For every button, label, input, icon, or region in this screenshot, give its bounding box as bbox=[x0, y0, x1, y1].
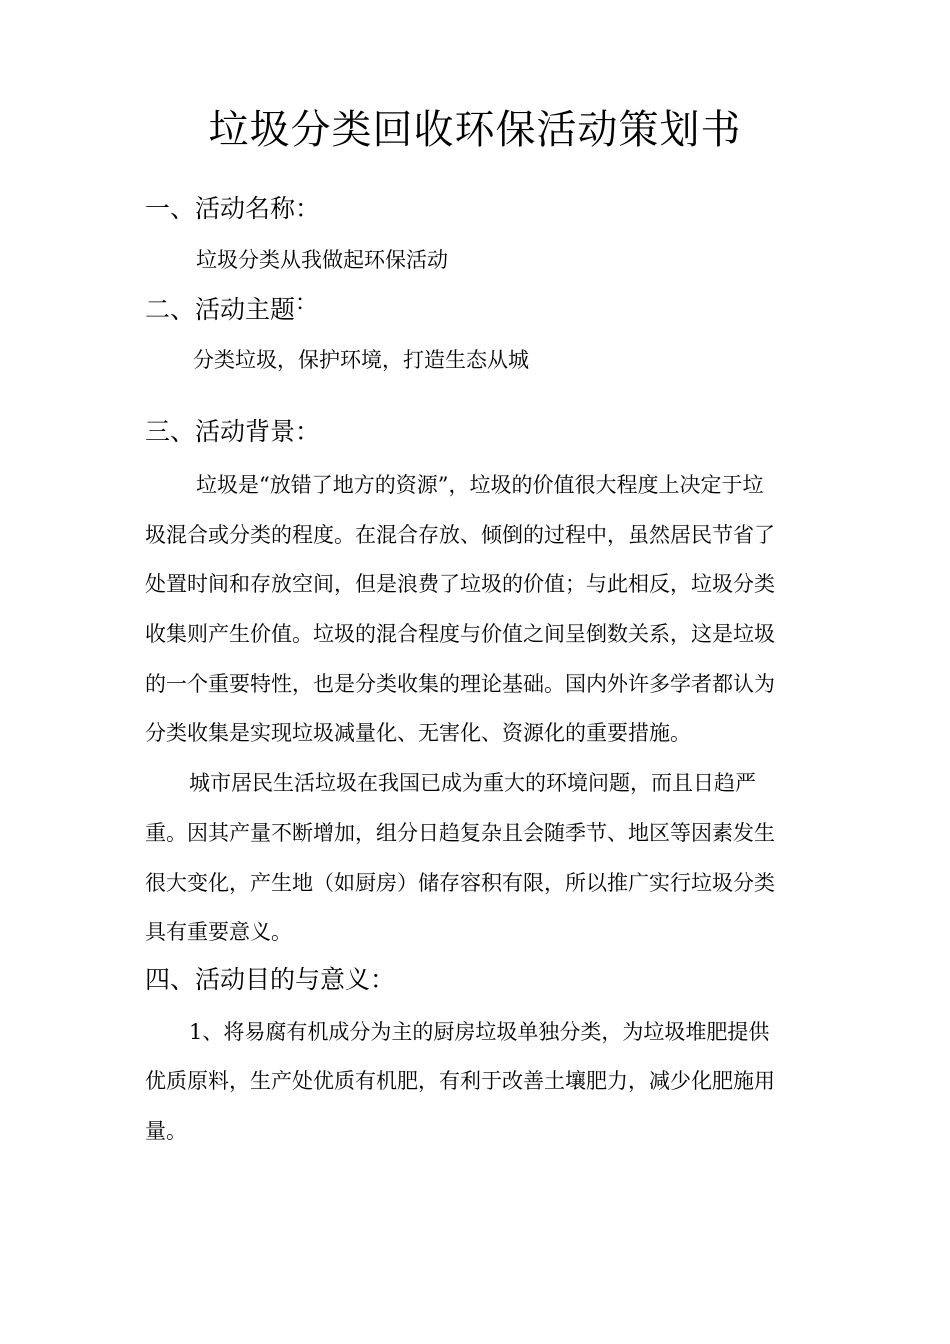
paragraph-line: 圾混合或分类的程度。在混合存放、倾倒的过程中，虽然居民节省了 bbox=[145, 523, 775, 547]
section-heading-background: 三、活动背景： bbox=[145, 417, 321, 446]
section-heading-name: 一、活动名称： bbox=[145, 194, 321, 223]
paragraph-line: 分类收集是实现垃圾减量化、无害化、资源化的重要措施。 bbox=[145, 721, 691, 745]
paragraph-line: 的一个重要特性，也是分类收集的理论基础。国内外许多学者都认为 bbox=[145, 672, 775, 696]
paragraph-line: 重。因其产量不断增加，组分日趋复杂且会随季节、地区等因素发生 bbox=[145, 821, 775, 845]
paragraph-line: 很大变化，产生地（如厨房）储存容积有限，所以推广实行垃圾分类 bbox=[145, 871, 775, 895]
paragraph-line: 优质原料，生产处优质有机肥，有利于改善土壤肥力，减少化肥施用 bbox=[145, 1069, 775, 1093]
paragraph-line: 1、将易腐有机成分为主的厨房垃圾单独分类，为垃圾堆肥提供 bbox=[189, 1020, 770, 1044]
paragraph-line: 城市居民生活垃圾在我国已成为重大的环境问题，而且日趋严 bbox=[189, 771, 756, 795]
paragraph-line: 具有重要意义。 bbox=[145, 920, 292, 944]
document-title: 垃圾分类回收环保活动策划书 bbox=[208, 107, 742, 153]
paragraph-line: 量。 bbox=[145, 1119, 187, 1143]
section-content-theme: 分类垃圾，保护环境，打造生态从城 bbox=[193, 348, 529, 372]
section-heading-purpose: 四、活动目的与意义： bbox=[145, 965, 396, 994]
paragraph-line: 处置时间和存放空间，但是浪费了垃圾的价值；与此相反，垃圾分类 bbox=[145, 572, 775, 596]
paragraph-line: 收集则产生价值。垃圾的混合程度与价值之间呈倒数关系，这是垃圾 bbox=[145, 622, 775, 646]
section-content-name: 垃圾分类从我做起环保活动 bbox=[196, 248, 448, 272]
section-heading-theme bbox=[145, 292, 317, 330]
section-heading-theme-text: 二、活动主题 bbox=[145, 295, 296, 324]
paragraph-line: 垃圾是“放错了地方的资源”，垃圾的价值很大程度上决定于垃 bbox=[196, 473, 764, 497]
section-heading-theme-mark: ： bbox=[295, 291, 318, 316]
